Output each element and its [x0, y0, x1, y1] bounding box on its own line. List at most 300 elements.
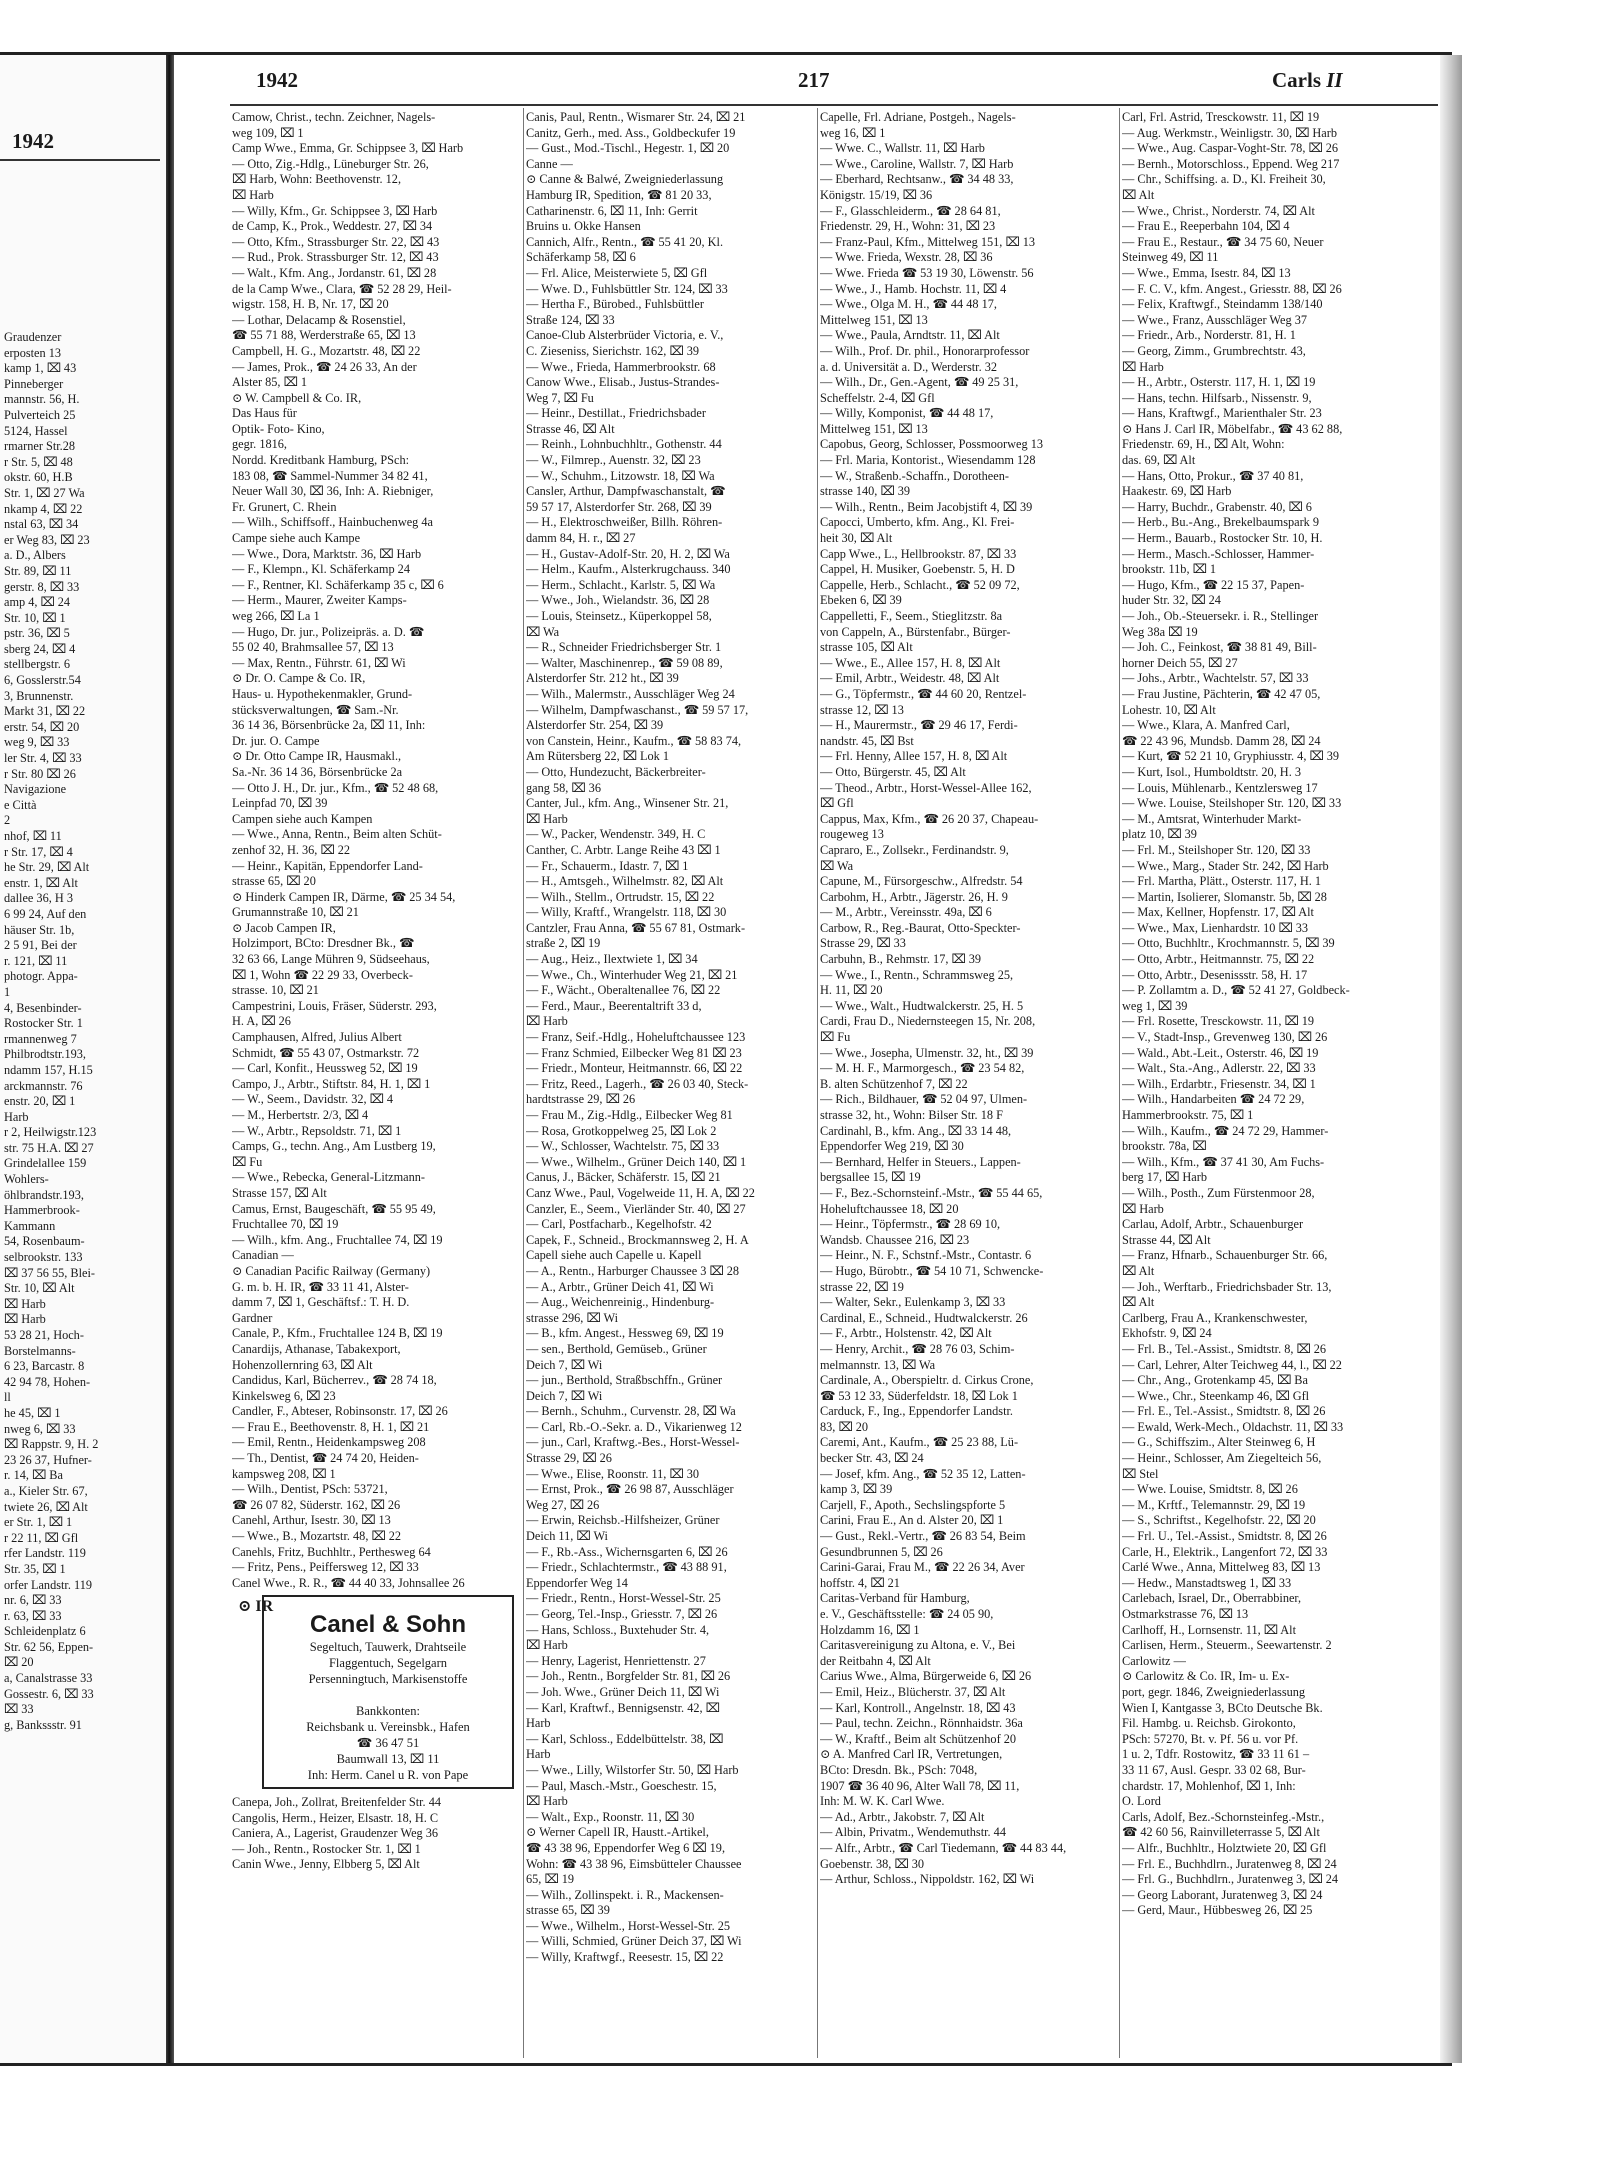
- directory-entry-line: Hamburg IR, Spedition, ☎ 81 20 33,: [526, 187, 712, 202]
- directory-entry-line: Str. 35, ⌧ 1: [4, 1561, 66, 1576]
- directory-entry-line: — jun., Carl, Kraftwg.-Bes., Horst-Wessel-: [526, 1435, 740, 1450]
- directory-entry-line: häuser Str. 1b,: [4, 922, 75, 937]
- directory-entry-line: Carlau, Adolf, Arbtr., Schauenburger: [1122, 1217, 1304, 1232]
- directory-entry-line: Capocci, Umberto, kfm. Ang., Kl. Frei-: [820, 515, 1015, 530]
- directory-entry-line: weg 266, ⌧ La 1: [232, 609, 320, 623]
- directory-entry-line: — Hans, Kraftwgf., Marienthaler Str. 23: [1122, 406, 1322, 421]
- ad-text-line: [264, 1687, 512, 1703]
- directory-entry-line: ⌧ 37 56 55, Blei-: [4, 1265, 96, 1280]
- directory-entry-line: Carlberg, Frau A., Krankenschwester,: [1122, 1310, 1308, 1325]
- directory-entry-line: — H., Gustav-Adolf-Str. 20, H. 2, ⌧ Wa: [526, 546, 730, 561]
- ad-text-line: Inh: Herm. Canel u R. von Pape: [307, 1768, 469, 1782]
- directory-entry-line: ☎ 22 43 96, Mundsb. Damm 28, ⌧ 24: [1122, 733, 1321, 748]
- directory-entry-line: Grumannstraße 10, ⌧ 21: [232, 905, 359, 920]
- directory-entry-line: — Otto J. H., Dr. jur., Kfm., ☎ 52 48 68,: [232, 780, 439, 795]
- directory-entry-line: — H., Maurermstr., ☎ 29 46 17, Ferdi-: [820, 718, 1018, 733]
- directory-entry-line: Cappelle, Herb., Schlacht., ☎ 52 09 72,: [820, 577, 1020, 592]
- directory-entry-line: Borstelmanns-: [4, 1343, 76, 1358]
- directory-entry-line: Canow Wwe., Elisab., Justus-Strandes-: [526, 375, 720, 390]
- directory-entry-line: stücksverwaltungen, ☎ Sam.-Nr.: [232, 702, 399, 717]
- directory-entry-line: — Wwe., Ch., Winterhuder Weg 21, ⌧ 21: [526, 967, 738, 982]
- directory-entry-line: — Lothar, Delacamp & Rosenstiel,: [232, 312, 406, 327]
- directory-entry-line: — Walt., Kfm. Ang., Jordanstr. 61, ⌧ 28: [232, 265, 437, 280]
- directory-entry-line: — Hans, techn. Hilfsarb., Nissenstr. 9,: [1122, 390, 1312, 405]
- directory-entry-line: — Kurt, Isol., Humboldtstr. 20, H. 3: [1122, 764, 1301, 779]
- directory-entry-line: — Georg Laborant, Juratenweg 3, ⌧ 24: [1122, 1887, 1323, 1902]
- directory-entry-line: — Erwin, Reichsb.-Hilfsheizer, Grüner: [526, 1513, 720, 1528]
- directory-entry-line: — Wwe. Frieda ☎ 53 19 30, Löwenstr. 56: [820, 265, 1034, 280]
- directory-entry-line: — Wilh., Handarbeiten ☎ 24 72 29,: [1122, 1092, 1305, 1107]
- directory-entry-line: Canz Wwe., Paul, Vogelweide 11, H. A, ⌧ 22: [526, 1185, 755, 1200]
- directory-entry-line: Wohn: ☎ 43 38 96, Eimsbütteler Chaussee: [526, 1856, 742, 1871]
- directory-entry-line: Canale, P., Kfm., Fruchtallee 124 B, ⌧ 19: [232, 1326, 443, 1341]
- directory-entry-line: — Herm., Bauarb., Rostocker Str. 10, H.: [1122, 531, 1323, 546]
- directory-entry-line: — Louis, Steinsetz., Küperkoppel 58,: [526, 609, 712, 623]
- directory-entry-line: — F., Glasschleiderm., ☎ 28 64 81,: [820, 203, 1001, 218]
- header-rule: [230, 104, 1438, 106]
- directory-entry-line: nstal 63, ⌧ 34: [4, 517, 79, 532]
- directory-entry-line: Caremi, Ant., Kaufm., ☎ 25 23 88, Lü-: [820, 1435, 1019, 1450]
- left-page-year: 1942: [12, 129, 54, 153]
- directory-entry-line: — Wwe., Franz, Ausschläger Weg 37: [1122, 312, 1308, 327]
- directory-entry-line: — Paul, techn. Zeichn., Rönnhaidstr. 36a: [820, 1716, 1023, 1731]
- directory-entry-line: Canehl, Arthur, Isestr. 30, ⌧ 13: [232, 1513, 391, 1528]
- directory-entry-line: 54, Rosenbaum-: [4, 1234, 85, 1249]
- directory-entry-line: — Herm., Maurer, Zweiter Kamps-: [232, 593, 407, 608]
- directory-entry-line: von Canstein, Heinr., Kaufm., ☎ 58 83 74,: [526, 733, 742, 748]
- directory-entry-line: Holzimport, BCto: Dresdner Bk., ☎: [232, 936, 415, 951]
- directory-entry-line: Markt 31, ⌧ 22: [4, 704, 86, 719]
- directory-entry-line: — Emil, Rentn., Heidenkampsweg 208: [232, 1435, 426, 1450]
- column-divider: [817, 108, 818, 2058]
- directory-entry-line: ⊙ Hans J. Carl IR, Möbelfabr., ☎ 43 62 88,: [1122, 421, 1343, 436]
- directory-entry-line: Carlowitz —: [1122, 1653, 1186, 1668]
- directory-entry-line: — Bernh., Schuhm., Curvenstr. 28, ⌧ Wa: [526, 1404, 736, 1419]
- directory-entry-line: Campe siehe auch Kampe: [232, 531, 361, 546]
- directory-entry-line: strasse 140, ⌧ 39: [820, 484, 910, 499]
- directory-entry-line: kamp 3, ⌧ 39: [820, 1482, 893, 1497]
- directory-entry-line: Canitz, Gerh., med. Ass., Goldbeckufer 19: [526, 125, 736, 140]
- directory-entry-line: 33 11 67, Ausl. Gespr. 33 02 68, Bur-: [1122, 1762, 1306, 1777]
- directory-entry-line: Kammann: [4, 1218, 56, 1233]
- directory-entry-line: nweg 6, ⌧ 33: [4, 1421, 76, 1436]
- column-divider: [1119, 108, 1120, 2058]
- directory-entry-line: — Wwe. D., Fuhlsbüttler Str. 124, ⌧ 33: [526, 281, 728, 296]
- directory-entry-line: Carlé Wwe., Anna, Mittelweg 83, ⌧ 13: [1122, 1560, 1321, 1575]
- directory-entry-line: — Paul, Masch.-Mstr., Goeschestr. 15,: [526, 1778, 717, 1793]
- directory-entry-line: BCto: Dresdn. Bk., PSch: 7048,: [820, 1762, 978, 1777]
- directory-entry-line: Carduck, F., Ing., Eppendorfer Landstr.: [820, 1404, 1013, 1419]
- directory-entry-line: — Wwe., Lilly, Wilstorfer Str. 50, ⌧ Harb: [526, 1762, 739, 1777]
- directory-entry-line: ⊙ Dr. O. Campe & Co. IR,: [232, 671, 366, 686]
- directory-entry-line: — Wwe., I., Rentn., Schrammsweg 25,: [820, 967, 1014, 982]
- directory-entry-line: Weg 38a ⌧ 19: [1122, 624, 1198, 639]
- directory-entry-line: — Wwe., Chr., Steenkamp 46, ⌧ Gfl: [1122, 1388, 1310, 1403]
- directory-entry-line: — Frl. G., Buchhdlrn., Juratenweg 3, ⌧ 24: [1122, 1872, 1339, 1887]
- directory-entry-line: — Fritz, Reed., Lagerh., ☎ 26 03 40, Steck-: [526, 1076, 749, 1091]
- directory-entry-line: — jun., Berthold, Straßbschffn., Grüner: [526, 1373, 723, 1388]
- directory-entry-line: arckmannstr. 76: [4, 1078, 83, 1093]
- directory-entry-line: Rostocker Str. 1: [4, 1016, 83, 1031]
- ad-text-line: ☎ 36 47 51: [356, 1736, 420, 1750]
- directory-entry-line: — Otto, Arbtr., Desenissstr. 58, H. 17: [1122, 967, 1308, 982]
- directory-entry-line: Canadian —: [232, 1248, 294, 1263]
- directory-entry-line: Cardinal, E., Schneid., Hudtwalckerstr. 26: [820, 1310, 1028, 1325]
- directory-entry-line: orfer Landstr. 119: [4, 1577, 92, 1592]
- directory-entry-line: Canepa, Joh., Zollrat, Breitenfelder Str. 44: [232, 1795, 441, 1809]
- directory-entry-line: Wohlers-: [4, 1172, 49, 1187]
- directory-entry-line: strasse 32, ht., Wohn: Bilser Str. 18 F: [820, 1108, 1003, 1122]
- directory-entry-line: — Otto, Arbtr., Heitmannstr. 75, ⌧ 22: [1122, 952, 1315, 967]
- directory-entry-line: — sen., Berthold, Gemüseb., Grüner: [526, 1341, 707, 1356]
- directory-entry-line: — Wwe., Walt., Hudtwalckerstr. 25, H. 5: [820, 998, 1024, 1013]
- directory-entry-line: ☎ 53 12 33, Süderfeldstr. 18, ⌧ Lok 1: [820, 1388, 1018, 1403]
- directory-entry-line: — Wwe., Emma, Isestr. 84, ⌧ 13: [1122, 265, 1291, 280]
- directory-entry-line: — Ernst, Prok., ☎ 26 98 87, Ausschläger: [526, 1482, 734, 1497]
- directory-column-3: [820, 110, 1116, 1888]
- left-page-fragment: [0, 55, 166, 2063]
- directory-entry-line: — Alfr., Arbtr., ☎ Carl Tiedemann, ☎ 44 83 44,: [820, 1840, 1067, 1855]
- directory-entry-line: ⊙ W. Campbell & Co. IR,: [232, 390, 362, 405]
- directory-entry-line: 6 23, Barcastr. 8: [4, 1359, 85, 1374]
- directory-entry-line: wigstr. 158, H. B, Nr. 17, ⌧ 20: [232, 297, 389, 312]
- directory-entry-line: Nordd. Kreditbank Hamburg, PSch:: [232, 453, 410, 468]
- directory-entry-line: — M., Herbertstr. 2/3, ⌧ 4: [232, 1108, 369, 1122]
- directory-entry-line: kampsweg 208, ⌧ 1: [232, 1466, 336, 1481]
- directory-entry-line: — A., Arbtr., Grüner Deich 41, ⌧ Wi: [526, 1279, 714, 1294]
- directory-entry-line: — Frl. E., Tel.-Assist., Smidtstr. 8, ⌧ 26: [1122, 1404, 1326, 1419]
- directory-entry-line: — Wilh., Kaufm., ☎ 24 72 29, Hammer-: [1122, 1123, 1329, 1138]
- directory-entry-line: sberg 24, ⌧ 4: [4, 641, 76, 656]
- directory-entry-line: — Wald., Abt.-Leit., Osterstr. 46, ⌧ 19: [1122, 1045, 1319, 1060]
- directory-entry-line: Hammerbrookstr. 75, ⌧ 1: [1122, 1108, 1254, 1122]
- page-number: 217: [798, 68, 830, 92]
- directory-entry-line: — Carl, Konfit., Heussweg 52, ⌧ 19: [232, 1061, 418, 1076]
- directory-entry-line: — G., Töpfermstr., ☎ 44 60 20, Rentzel-: [820, 686, 1027, 701]
- directory-entry-line: Mittelweg 151, ⌧ 13: [820, 421, 928, 436]
- directory-entry-line: Canus, J., Bäcker, Schäferstr. 15, ⌧ 21: [526, 1170, 721, 1185]
- directory-entry-line: ler Str. 4, ⌧ 33: [4, 751, 82, 766]
- directory-entry-line: — Heinr., Kapitän, Eppendorfer Land-: [232, 858, 423, 873]
- directory-entry-line: — Harry, Buchdr., Grabenstr. 40, ⌧ 6: [1122, 499, 1312, 514]
- directory-entry-line: Camphausen, Alfred, Julius Albert: [232, 1030, 402, 1045]
- directory-entry-line: Campo, J., Arbtr., Stiftstr. 84, H. 1, ⌧ 1: [232, 1076, 431, 1091]
- directory-entry-line: Holzdamm 16, ⌧ 1: [820, 1622, 920, 1637]
- directory-entry-line: huder Str. 32, ⌧ 24: [1122, 593, 1221, 608]
- directory-entry-line: a. d. Universität a. D., Werderstr. 32: [820, 359, 998, 374]
- directory-entry-line: strasse. 10, ⌧ 21: [232, 983, 319, 998]
- directory-entry-line: — Joh. C., Feinkost, ☎ 38 81 49, Bill-: [1122, 640, 1317, 655]
- directory-entry-line: — Wilh., Stellm., Ortrudstr. 15, ⌧ 22: [526, 889, 715, 904]
- directory-entry-line: ndamm 157, H.15: [4, 1062, 93, 1077]
- directory-entry-line: Weg 27, ⌧ 26: [526, 1497, 600, 1512]
- directory-entry-line: — Willy, Kfm., Gr. Schippsee 3, ⌧ Harb: [232, 203, 438, 218]
- directory-entry-line: ⌧ Fu: [232, 1154, 263, 1169]
- directory-entry-line: Lohestr. 10, ⌧ Alt: [1122, 702, 1216, 717]
- directory-entry-line: Canter, Jul., kfm. Ang., Winsener Str. 21,: [526, 796, 729, 811]
- directory-entry-line: r 22 11, ⌧ Gfl: [4, 1530, 79, 1545]
- directory-column-1-tail: [232, 1795, 520, 1873]
- directory-entry-line: photogr. Appa-: [4, 969, 78, 984]
- directory-entry-line: — Joh. Wwe., Grüner Deich 11, ⌧ Wi: [526, 1684, 720, 1699]
- directory-entry-line: — Hugo, Kfm., ☎ 22 15 37, Papen-: [1122, 577, 1305, 592]
- directory-entry-line: — W., Filmrep., Auenstr. 32, ⌧ 23: [526, 453, 701, 468]
- directory-entry-line: 183 08, ☎ Sammel-Nummer 34 82 41,: [232, 468, 428, 483]
- directory-entry-line: O. Lord: [1122, 1794, 1161, 1809]
- directory-entry-line: Deich 7, ⌧ Wi: [526, 1357, 603, 1372]
- directory-entry-line: nandstr. 45, ⌧ Bst: [820, 733, 914, 748]
- directory-entry-line: — Friedr., Arb., Norderstr. 81, H. 1: [1122, 328, 1296, 343]
- directory-entry-line: Str. 10, ⌧ 1: [4, 610, 66, 625]
- directory-entry-line: ⌧ Alt: [1122, 1263, 1155, 1278]
- directory-entry-line: Fr. Grunert, C. Rhein: [232, 499, 337, 514]
- directory-entry-line: ⌧ 1, Wohn ☎ 22 29 33, Overbeck-: [232, 967, 413, 982]
- directory-entry-line: — F., Rentner, Kl. Schäferkamp 35 c, ⌧ 6: [232, 577, 444, 592]
- directory-entry-line: Ostmarkstrasse 76, ⌧ 13: [1122, 1607, 1249, 1621]
- directory-entry-line: — Frl. Henny, Allee 157, H. 8, ⌧ Alt: [820, 749, 1008, 764]
- directory-entry-line: — W., Straßenb.-Schaffn., Dorotheen-: [820, 468, 1009, 483]
- directory-entry-line: Carbow, R., Reg.-Baurat, Otto-Speckter-: [820, 920, 1021, 935]
- directory-entry-line: heit 30, ⌧ Alt: [820, 531, 893, 546]
- directory-entry-line: hardtstrasse 29, ⌧ 26: [526, 1092, 636, 1107]
- directory-entry-line: strasse 296, ⌧ Wi: [526, 1310, 619, 1325]
- directory-entry-line: Canin Wwe., Jenny, Elbberg 5, ⌧ Alt: [232, 1857, 420, 1872]
- directory-entry-line: Canoe-Club Alsterbrüder Victoria, e. V.,: [526, 328, 724, 343]
- directory-entry-line: — F., Wächt., Oberaltenallee 76, ⌧ 22: [526, 983, 721, 998]
- directory-entry-line: — Ferd., Maur., Beerentaltrift 33 d,: [526, 998, 702, 1013]
- directory-column-1: [232, 110, 520, 1591]
- directory-entry-line: — Kurt, ☎ 52 21 10, Gryphiusstr. 4, ⌧ 39: [1122, 749, 1340, 764]
- directory-entry-line: Pinneberger: [4, 376, 64, 391]
- directory-entry-line: — Wilh., Prof. Dr. phil., Honorarprofessor: [820, 343, 1030, 358]
- directory-entry-line: Caniera, A., Lagerist, Graudenzer Weg 36: [232, 1826, 439, 1841]
- directory-entry-line: — Wilh., Dentist, PSch: 53721,: [232, 1482, 388, 1497]
- directory-entry-line: ⌧ Harb: [4, 1312, 46, 1327]
- left-page-column: [4, 330, 162, 1733]
- directory-entry-line: 65, ⌧ 19: [526, 1872, 574, 1887]
- directory-entry-line: — Emil, Heiz., Blücherstr. 37, ⌧ Alt: [820, 1684, 1006, 1699]
- directory-entry-line: — Frau M., Zig.-Hdlg., Eilbecker Weg 81: [526, 1108, 733, 1122]
- directory-entry-line: — Otto, Hundezucht, Bäckerbreiter-: [526, 764, 706, 779]
- directory-entry-line: Camow, Christ., techn. Zeichner, Nagels-: [232, 110, 436, 124]
- directory-entry-line: ⌧ Stel: [1122, 1466, 1159, 1481]
- ad-text-lines: [264, 1639, 512, 1783]
- directory-entry-line: — Frl. Martha, Plätt., Osterstr. 117, H. 1: [1122, 874, 1322, 889]
- directory-entry-line: Cappelletti, F., Seem., Stieglitzstr. 8a: [820, 609, 1003, 623]
- directory-entry-line: — Max, Rentn., Führstr. 61, ⌧ Wi: [232, 655, 406, 670]
- range-volume: II: [1326, 68, 1343, 92]
- directory-entry-line: gang 58, ⌧ 36: [526, 780, 601, 795]
- directory-entry-line: 32 63 66, Lange Mühren 9, Südseehaus,: [232, 952, 430, 967]
- directory-entry-line: Campbell, H. G., Mozartstr. 48, ⌧ 22: [232, 343, 421, 358]
- directory-entry-line: — Frl. Maria, Kontorist., Wiesendamm 128: [820, 453, 1036, 468]
- ad-text-line: Bankkonten:: [356, 1704, 420, 1718]
- directory-entry-line: Inh: M. W. K. Carl Wwe.: [820, 1794, 945, 1809]
- directory-entry-line: Capobus, Georg, Schlosser, Possmoorweg 13: [820, 437, 1044, 452]
- directory-entry-line: — Felix, Kraftwgf., Steindamm 138/140: [1122, 297, 1323, 312]
- directory-entry-line: — A., Rentn., Harburger Chaussee 3 ⌧ 28: [526, 1263, 740, 1278]
- directory-entry-line: strasse 12, ⌧ 13: [820, 702, 904, 717]
- directory-entry-line: G. m. b. H. IR, ☎ 33 11 41, Alster-: [232, 1279, 409, 1294]
- directory-entry-line: — Wwe., Joh., Wielandstr. 36, ⌧ 28: [526, 593, 710, 608]
- directory-entry-line: Ebeken 6, ⌧ 39: [820, 593, 902, 608]
- directory-entry-line: Friedenstr. 69, H., ⌧ Alt, Wohn:: [1122, 437, 1285, 452]
- directory-entry-line: Harb: [526, 1747, 551, 1762]
- directory-entry-line: Alsterdorfer Str. 254, ⌧ 39: [526, 718, 664, 733]
- directory-entry-line: — Wilh., Zollinspekt. i. R., Mackensen-: [526, 1887, 724, 1902]
- scan-bottom-border: [0, 2063, 1452, 2066]
- directory-entry-line: a. D., Albers: [4, 548, 66, 563]
- directory-entry-line: Straße 124, ⌧ 33: [526, 312, 615, 327]
- directory-entry-line: mannstr. 56, H.: [4, 392, 80, 407]
- directory-entry-line: — Wwe., J., Hamb. Hochstr. 11, ⌧ 4: [820, 281, 1007, 296]
- ad-registry-mark: ⊙ IR: [238, 1598, 274, 1615]
- directory-entry-line: Navigazione: [4, 782, 67, 797]
- directory-entry-line: Steinweg 49, ⌧ 11: [1122, 250, 1219, 265]
- directory-entry-line: Catharinenstr. 6, ⌧ 11, Inh: Gerrit: [526, 203, 698, 218]
- directory-entry-line: Am Rütersberg 22, ⌧ Lok 1: [526, 749, 670, 764]
- directory-entry-line: Cantzler, Frau Anna, ☎ 55 67 81, Ostmark-: [526, 920, 746, 935]
- directory-entry-line: Alster 85, ⌧ 1: [232, 375, 307, 390]
- directory-entry-line: — Willy, Kraftwgf., Reesestr. 15, ⌧ 22: [526, 1950, 724, 1965]
- directory-entry-line: — Wilh., Rentn., Beim Jacobjstift 4, ⌧ 39: [820, 499, 1033, 514]
- directory-entry-line: Cardinahl, B., kfm. Ang., ⌧ 33 14 48,: [820, 1123, 1012, 1138]
- directory-entry-line: Candler, F., Abteser, Robinsonstr. 17, ⌧ 26: [232, 1404, 448, 1419]
- directory-entry-line: — Wwe., Klara, A. Manfred Carl,: [1122, 718, 1290, 733]
- directory-entry-line: — Joh., Werftarb., Friedrichsbader Str. 13,: [1122, 1279, 1332, 1294]
- directory-entry-line: — Aug., Weichenreinig., Hindenburg-: [526, 1295, 715, 1310]
- directory-entry-line: — V., Stadt-Insp., Grevenweg 130, ⌧ 26: [1122, 1030, 1328, 1045]
- directory-entry-line: Gesundbrunnen 5, ⌧ 26: [820, 1544, 943, 1559]
- directory-entry-line: — Wwe., Rebecka, General-Litzmann-: [232, 1170, 426, 1185]
- directory-entry-line: — M., Amtsrat, Winterhuder Markt-: [1122, 811, 1302, 826]
- directory-entry-line: — Wilh., Malermstr., Ausschläger Weg 24: [526, 686, 735, 701]
- directory-entry-line: ⌧ Harb: [526, 1638, 568, 1653]
- page-edge-shadow: [1440, 55, 1462, 2063]
- directory-entry-line: selbrookstr. 133: [4, 1250, 83, 1265]
- directory-entry-line: — Wwe., Aug. Caspar-Voght-Str. 78, ⌧ 26: [1122, 141, 1339, 156]
- directory-entry-line: öhlbrandstr.193,: [4, 1187, 84, 1202]
- directory-entry-line: — Carl, Rb.-O.-Sekr. a. D., Vikarienweg 12: [526, 1419, 742, 1434]
- directory-entry-line: ⌧ Fu: [820, 1030, 851, 1045]
- directory-entry-line: — Wilh., kfm. Ang., Fruchtallee 74, ⌧ 19: [232, 1232, 443, 1247]
- directory-entry-line: nkamp 4, ⌧ 22: [4, 501, 83, 516]
- directory-entry-line: r 2, Heilwigstr.123: [4, 1125, 97, 1140]
- directory-entry-line: — M., Krftf., Telemannstr. 29, ⌧ 19: [1122, 1497, 1306, 1512]
- directory-entry-line: das. 69, ⌧ Alt: [1122, 453, 1196, 468]
- directory-entry-line: Deich 11, ⌧ Wi: [526, 1529, 608, 1544]
- directory-entry-line: Eppendorfer Weg 219, ⌧ 30: [820, 1139, 964, 1154]
- directory-entry-line: Harb: [4, 1109, 29, 1124]
- directory-entry-line: — Frl. Rosette, Tresckowstr. 11, ⌧ 19: [1122, 1014, 1315, 1029]
- directory-entry-line: 42 94 78, Hohen-: [4, 1374, 91, 1389]
- directory-entry-line: — Aug. Werkmstr., Weinligstr. 30, ⌧ Harb: [1122, 125, 1337, 140]
- directory-entry-line: — Bernhard, Helfer in Steuers., Lappen-: [820, 1154, 1021, 1169]
- directory-entry-line: Schäferkamp 58, ⌧ 6: [526, 250, 636, 265]
- directory-entry-line: PSch: 57270, Bt. v. Pf. 56 u. vor Pf.: [1122, 1731, 1299, 1746]
- directory-entry-line: Cangolis, Herm., Heizer, Elsastr. 18, H. C: [232, 1810, 439, 1825]
- directory-entry-line: — Wilh., Erdarbtr., Friesenstr. 34, ⌧ 1: [1122, 1076, 1316, 1091]
- directory-entry-line: — Carl, Lehrer, Alter Teichweg 44, l., ⌧ 22: [1122, 1357, 1342, 1372]
- directory-entry-line: Schmidt, ☎ 55 43 07, Ostmarkstr. 72: [232, 1045, 420, 1060]
- directory-entry-line: ⌧ Harb: [1122, 1201, 1164, 1216]
- directory-entry-line: — Wwe., Paula, Arndtstr. 11, ⌧ Alt: [820, 328, 1000, 343]
- directory-entry-line: Cansler, Arthur, Dampfwaschanstalt, ☎: [526, 484, 726, 499]
- ad-text-line: Persenningtuch, Markisenstoffe: [308, 1672, 468, 1686]
- directory-entry-line: — Wwe., Josepha, Ulmenstr. 32, ht., ⌧ 39: [820, 1045, 1034, 1060]
- directory-entry-line: — Frl. U., Tel.-Assist., Smidtstr. 8, ⌧ 26: [1122, 1529, 1327, 1544]
- directory-entry-line: ⌧ Harb: [232, 187, 274, 202]
- directory-entry-line: ⊙ Hinderk Campen IR, Därme, ☎ 25 34 54,: [232, 889, 456, 904]
- directory-entry-line: ☎ 42 60 56, Rainvilleterrasse 5, ⌧ Alt: [1122, 1825, 1320, 1840]
- directory-entry-line: ⌧ Harb: [526, 1014, 568, 1029]
- directory-entry-line: r. 14, ⌧ Ba: [4, 1468, 63, 1483]
- directory-entry-line: Carls, Adolf, Bez.-Schornsteinfeg.-Mstr.,: [1122, 1809, 1325, 1824]
- directory-entry-line: — Henry, Archit., ☎ 28 76 03, Schim-: [820, 1341, 1015, 1356]
- directory-entry-line: H. 11, ⌧ 20: [820, 983, 883, 998]
- directory-entry-line: ⌧ Gfl: [820, 796, 854, 811]
- directory-entry-line: — W., Schuhm., Litzowstr. 18, ⌧ Wa: [526, 468, 715, 483]
- canel-sohn-advertisement: [262, 1595, 514, 1789]
- directory-entry-line: de Camp, K., Prok., Weddestr. 27, ⌧ 34: [232, 219, 433, 234]
- directory-entry-line: a, Canalstrasse 33: [4, 1671, 93, 1686]
- directory-entry-line: Neuer Wall 30, ⌧ 36, Inh: A. Riebniger,: [232, 484, 434, 499]
- directory-entry-line: Eppendorfer Weg 14: [526, 1575, 628, 1590]
- directory-entry-line: amp 4, ⌧ 24: [4, 595, 71, 610]
- directory-entry-line: 83, ⌧ 20: [820, 1419, 868, 1434]
- directory-entry-line: zenhof 32, H. 36, ⌧ 22: [232, 842, 350, 857]
- directory-entry-line: — Chr., Schiffsing. a. D., Kl. Freiheit 30,: [1122, 172, 1326, 187]
- ad-text-line: Flaggentuch, Segelgarn: [328, 1656, 448, 1670]
- directory-entry-line: — Walt., Sta.-Ang., Adlerstr. 22, ⌧ 33: [1122, 1061, 1316, 1076]
- directory-entry-line: ⌧ 20: [4, 1655, 34, 1670]
- directory-entry-line: — Frau E., Restaur., ☎ 34 75 60, Neuer: [1122, 234, 1324, 249]
- directory-entry-line: Kinkelsweg 6, ⌧ 23: [232, 1388, 336, 1403]
- directory-entry-line: hoffstr. 4, ⌧ 21: [820, 1575, 900, 1590]
- column-divider: [523, 108, 524, 2058]
- directory-entry-line: Strasse 46, ⌧ Alt: [526, 421, 615, 436]
- directory-entry-line: Canzler, E., Seem., Vierländer Str. 40, ⌧ 27: [526, 1201, 746, 1216]
- directory-entry-line: weg 109, ⌧ 1: [232, 125, 304, 140]
- directory-entry-line: Cardi, Frau D., Niedernsteegen 15, Nr. 208,: [820, 1014, 1036, 1029]
- directory-entry-line: damm 7, ⌧ 1, Geschäftsf.: T. H. D.: [232, 1295, 410, 1310]
- directory-entry-line: Carini, Frau E., An d. Alster 20, ⌧ 1: [820, 1513, 1004, 1528]
- directory-entry-line: er Str. 1, ⌧ 1: [4, 1515, 73, 1530]
- directory-entry-line: — Max, Kellner, Hopfenstr. 17, ⌧ Alt: [1122, 905, 1314, 920]
- directory-entry-line: ⌧ Rappstr. 9, H. 2: [4, 1437, 99, 1452]
- directory-entry-line: — Heinr., Töpfermstr., ☎ 28 69 10,: [820, 1217, 1001, 1232]
- directory-entry-line: gegr. 1816,: [232, 437, 287, 452]
- directory-entry-line: Carl, Frl. Astrid, Tresckowstr. 11, ⌧ 19: [1122, 110, 1320, 124]
- directory-entry-line: — Wwe., Wilhelm., Grüner Deich 140, ⌧ 1: [526, 1154, 747, 1169]
- directory-entry-line: Capraro, E., Zollsekr., Ferdinandstr. 9,: [820, 842, 1009, 857]
- directory-entry-line: rougeweg 13: [820, 827, 884, 842]
- directory-entry-line: H. A, ⌧ 26: [232, 1014, 291, 1029]
- directory-entry-line: straße 2, ⌧ 19: [526, 936, 601, 951]
- directory-entry-line: — P. Zollamtm a. D., ☎ 52 41 27, Goldbeck-: [1122, 983, 1350, 998]
- directory-column-4: [1122, 110, 1432, 1919]
- directory-entry-line: Candidus, Karl, Bücherrev., ☎ 28 74 18,: [232, 1373, 437, 1388]
- directory-entry-line: Caritasvereinigung zu Altona, e. V., Bei: [820, 1638, 1016, 1653]
- directory-entry-line: — Carl, Postfacharb., Kegelhofstr. 42: [526, 1217, 712, 1232]
- directory-entry-line: port, gegr. 1846, Zweigniederlassung: [1122, 1684, 1306, 1699]
- directory-entry-line: — Wwe., Anna, Rentn., Beim alten Schüt-: [232, 827, 442, 842]
- directory-entry-line: Canehls, Fritz, Buchhltr., Perthesweg 64: [232, 1544, 431, 1559]
- directory-entry-line: C. Zieseniss, Sierichstr. 162, ⌧ 39: [526, 343, 699, 358]
- directory-entry-line: ⌧ Wa: [820, 858, 854, 873]
- directory-entry-line: Alsterdorfer Str. 212 ht., ⌧ 39: [526, 671, 679, 686]
- scan-top-border: [0, 52, 1452, 55]
